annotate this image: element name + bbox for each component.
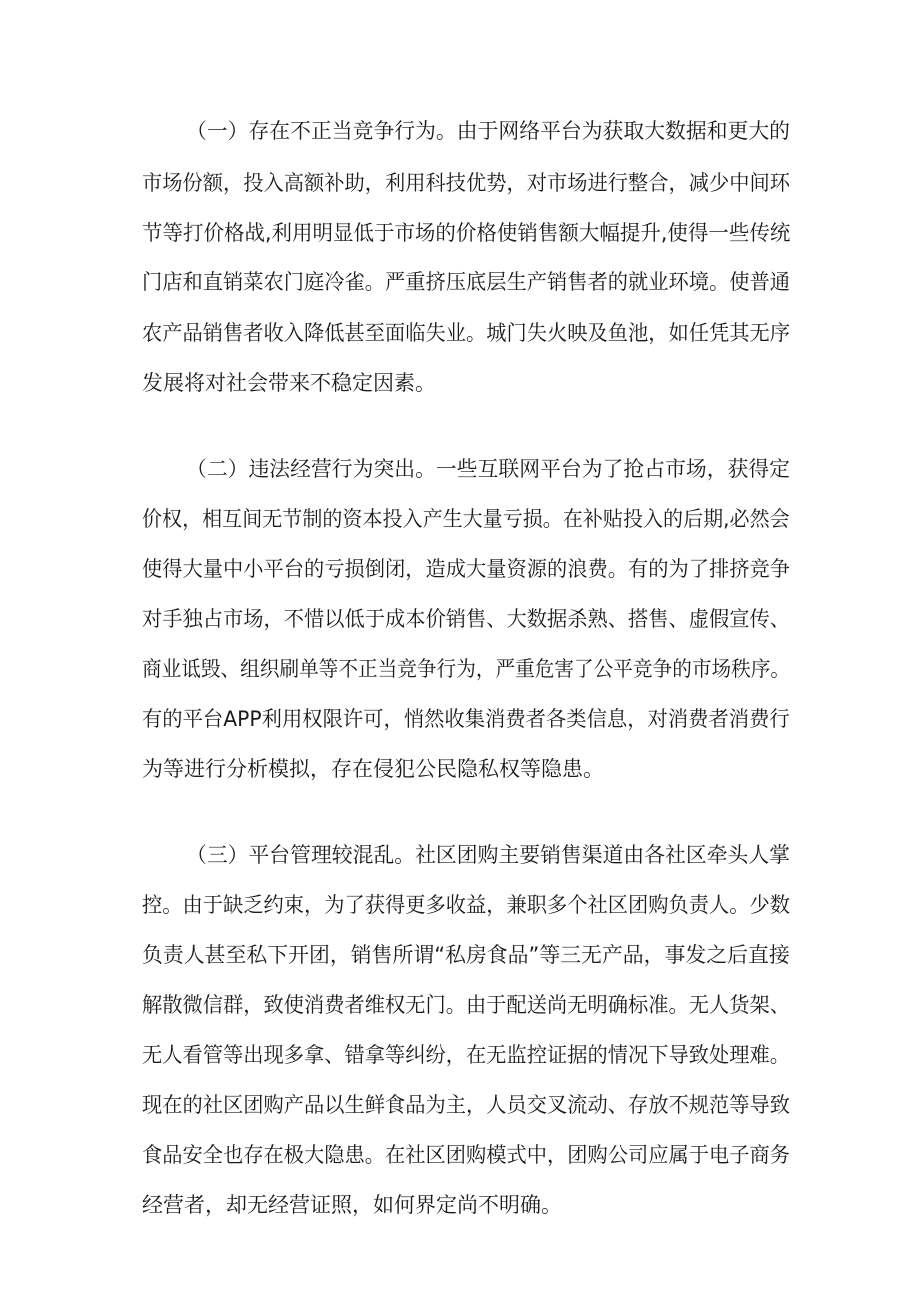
paragraph-line: 控。由于缺乏约束，为了获得更多收益，兼职多个社区团购负责人。少数 (142, 893, 791, 917)
paragraph-line: （一）存在不正当竞争行为。由于网络平台为获取大数据和更大的 (186, 119, 791, 143)
paragraph-line: 农产品销售者收入降低甚至面临失业。城门失火映及鱼池，如任凭其无序 (142, 321, 791, 345)
paragraph-line: 负责人甚至私下开团，销售所谓“私房食品”等三无产品，事发之后直接 (142, 943, 790, 967)
paragraph-line: 解散微信群，致使消费者维权无门。由于配送尚无明确标准。无人货架、 (142, 993, 791, 1017)
paragraph-line: （三）平台管理较混乱。社区团购主要销售渠道由各社区牵头人掌 (186, 843, 791, 867)
paragraph-line: 市场份额，投入高额补助，利用科技优势，对市场进行整合，减少中间环 (142, 171, 791, 195)
paragraph-line: 有的平台APP利用权限许可，悄然收集消费者各类信息，对消费者消费行 (142, 707, 790, 731)
paragraph-line: 现在的社区团购产品以生鲜食品为主，人员交叉流动、存放不规范等导致 (142, 1093, 791, 1117)
paragraph-line: 商业诋毁、组织刷单等不正当竞争行为，严重危害了公平竞争的市场秩序。 (142, 657, 791, 681)
paragraph-line: （二）违法经营行为突出。一些互联网平台为了抢占市场，获得定 (186, 457, 791, 481)
paragraph-line: 对手独占市场，不惜以低于成本价销售、大数据杀熟、搭售、虚假宣传、 (142, 607, 791, 631)
paragraph-line: 发展将对社会带来不稳定因素。 (142, 371, 436, 395)
paragraph-line: 为等进行分析模拟，存在侵犯公民隐私权等隐患。 (142, 757, 604, 781)
paragraph-line: 食品安全也存在极大隐患。在社区团购模式中，团购公司应属于电子商务 (142, 1143, 791, 1167)
paragraph-line: 门店和直销菜农门庭冷雀。严重挤压底层生产销售者的就业环境。使普通 (142, 270, 791, 294)
paragraph-line: 价权，相互间无节制的资本投入产生大量亏损。在补贴投入的后期,必然会 (142, 507, 790, 531)
paragraph-line: 无人看管等出现多拿、错拿等纠纷，在无监控证据的情况下导致处理难。 (142, 1043, 791, 1067)
paragraph-line: 节等打价格战,利用明显低于市场的价格使销售额大幅提升,使得一些传统 (142, 221, 791, 245)
paragraph-line: 使得大量中小平台的亏损倒闭，造成大量资源的浪费。有的为了排挤竞争 (142, 557, 791, 581)
paragraph-line: 经营者，却无经营证照，如何界定尚不明确。 (142, 1193, 562, 1217)
